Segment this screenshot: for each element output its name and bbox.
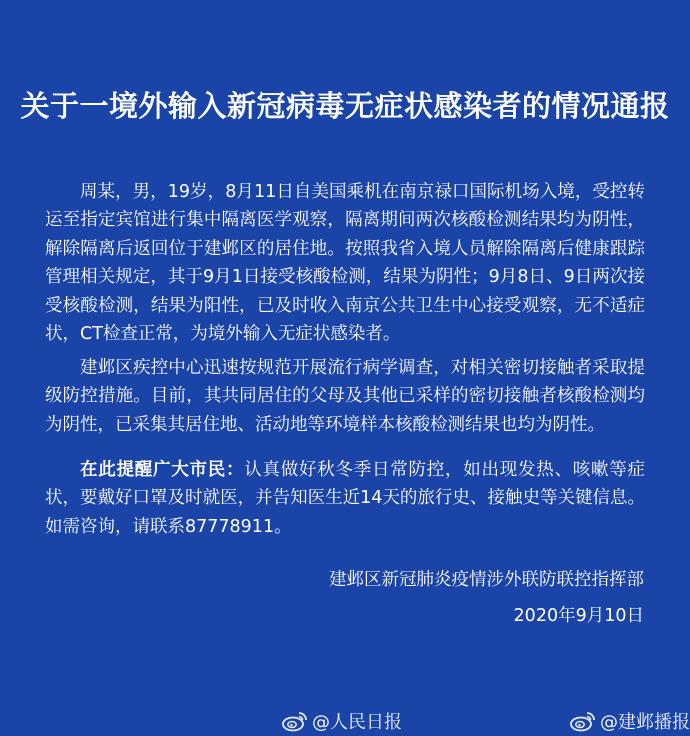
- reminder-body: 认真做好秋冬季日常防控，如出现发热、咳嗽等症状，要戴好口罩及时就医，并告知医生近14天的旅行史、接触史等关键信息。如需咨询，请联系87778911。: [45, 460, 645, 537]
- watermark-right-text: @建邺播报: [600, 712, 690, 733]
- paragraph-investigation: 建邺区疾控中心迅速按规范开展流行病学调查，对相关密切接触者采取提级防控措施。目前，其共同居住的父母及其他已采样的密切接触者核酸检测均为阴性，已采集其居住地、活动地等环境样本核酸检测结果也均为阴性。: [45, 358, 645, 435]
- paragraph-reminder: [45, 456, 645, 541]
- watermark-jianye-bobao: [570, 708, 690, 734]
- signature-date: 2020年9月10日: [513, 606, 644, 626]
- notice-title: 关于一境外输入新冠病毒无症状感染者的情况通报: [20, 89, 670, 123]
- weibo-logo-icon: [282, 710, 308, 732]
- paragraph-case-details: 周某，男，19岁，8月11日自美国乘机在南京禄口国际机场入境，受控转运至指定宾馆进行集中隔离医学观察，隔离期间两次核酸检测结果均为阴性，解除隔离后返回位于建邺区的居住地。按照我省入境人员解除隔离后健康跟踪管理相关规定，其于9月1日接受核酸检测，结果为阴性；9月8日、9日两次接受核酸检测，结果为阳性，已及时收入南京公共卫生中心接受观察，无不适症状，CT检查正常，为境外输入无症状感染者。: [45, 182, 645, 345]
- watermark-left-text: @人民日报: [312, 712, 402, 733]
- watermark-renmin-ribao: [282, 708, 402, 734]
- weibo-logo-icon: [570, 710, 596, 732]
- signature-org: 建邺区新冠肺炎疫情涉外联防联控指挥部: [329, 570, 644, 590]
- reminder-lead: 在此提醒广大市民：: [80, 460, 245, 480]
